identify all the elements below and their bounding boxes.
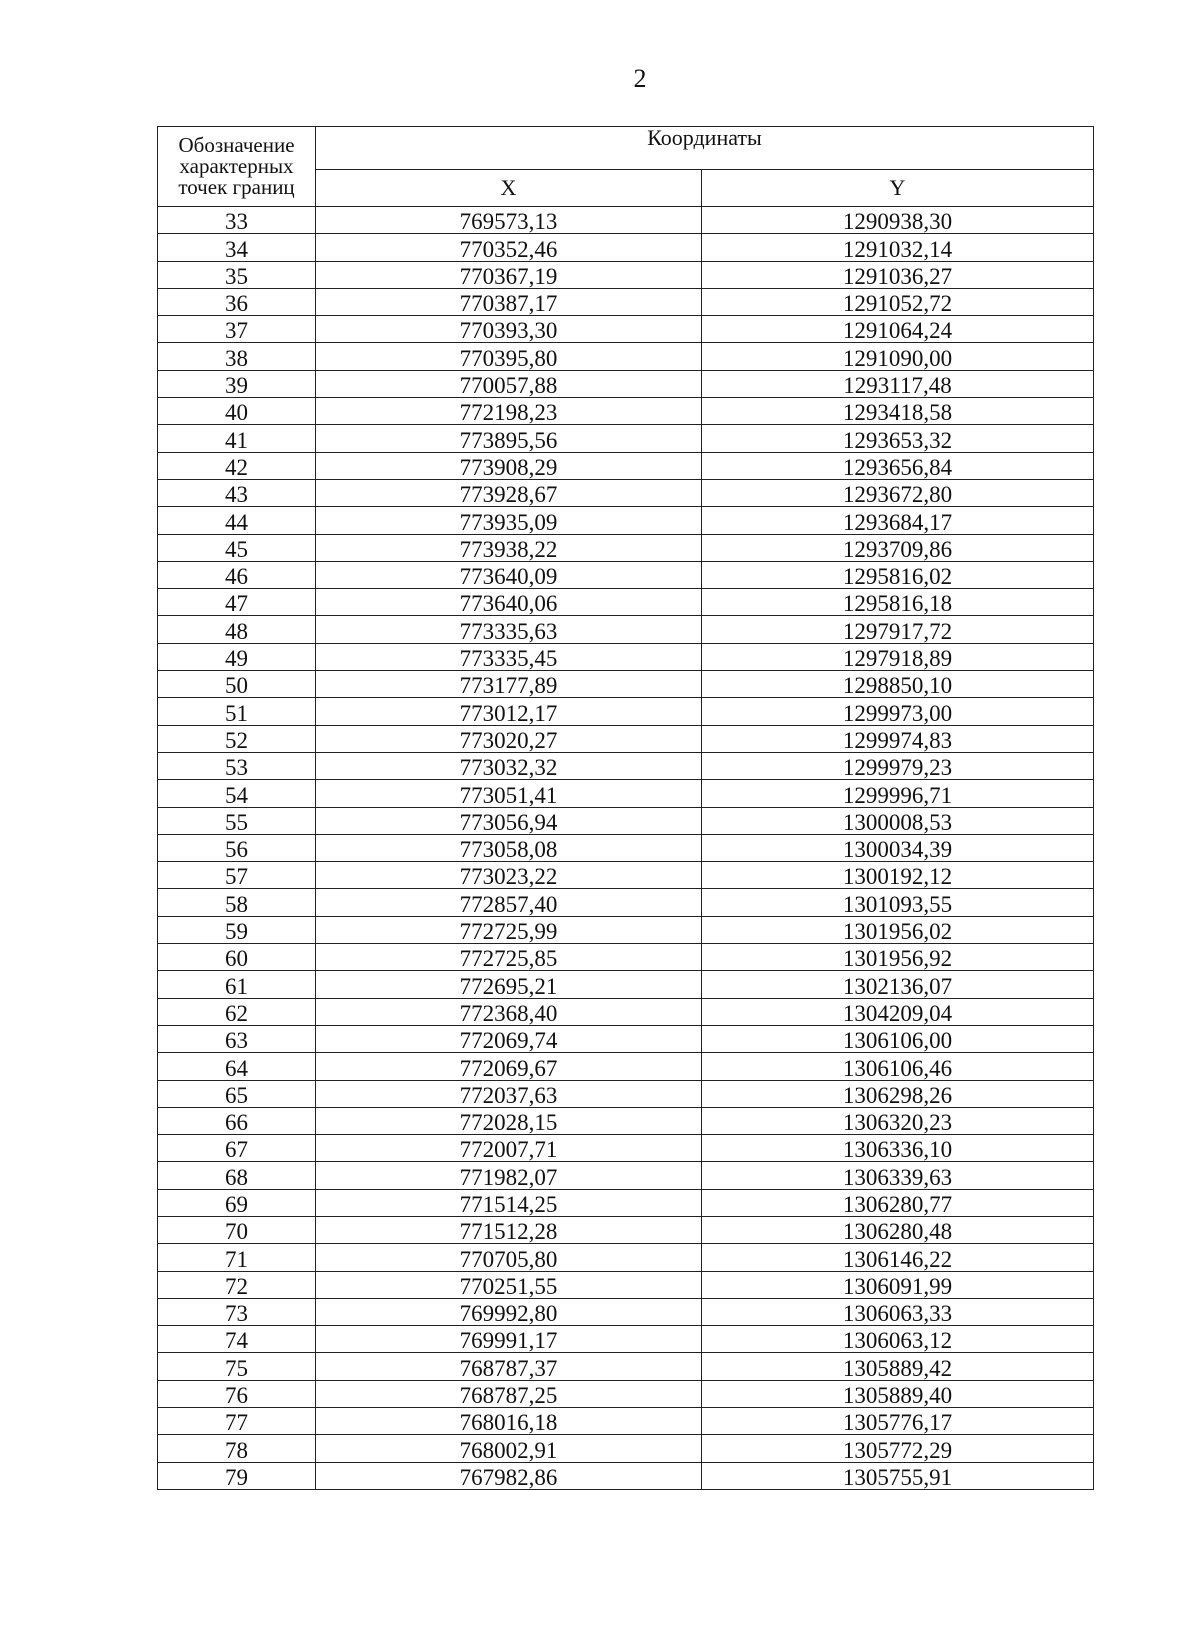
y-coordinate-cell: 1306063,12	[702, 1326, 1094, 1353]
point-cell: 78	[158, 1435, 316, 1462]
x-coordinate-cell: 773938,22	[316, 534, 702, 561]
x-coordinate-cell: 773023,22	[316, 862, 702, 889]
y-coordinate-cell: 1300192,12	[702, 862, 1094, 889]
table-row	[158, 1408, 1094, 1435]
x-coordinate-cell: 767982,86	[316, 1462, 702, 1489]
table-row	[158, 561, 1094, 588]
y-coordinate-cell: 1306336,10	[702, 1135, 1094, 1162]
y-coordinate-cell: 1306280,48	[702, 1216, 1094, 1243]
point-column-header: Обозначение характерных точек границ	[158, 127, 316, 207]
table-row	[158, 1271, 1094, 1298]
point-cell: 48	[158, 616, 316, 643]
x-coordinate-cell: 772198,23	[316, 398, 702, 425]
table-row	[158, 752, 1094, 779]
table-row	[158, 889, 1094, 916]
y-coordinate-cell: 1290938,30	[702, 207, 1094, 234]
x-coordinate-cell: 771512,28	[316, 1216, 702, 1243]
x-coordinate-cell: 772007,71	[316, 1135, 702, 1162]
x-coordinate-cell: 770705,80	[316, 1244, 702, 1271]
x-coordinate-cell: 773051,41	[316, 780, 702, 807]
point-cell: 79	[158, 1462, 316, 1489]
x-coordinate-cell: 773056,94	[316, 807, 702, 834]
y-coordinate-cell: 1300008,53	[702, 807, 1094, 834]
table-row	[158, 971, 1094, 998]
x-coordinate-cell: 770393,30	[316, 316, 702, 343]
x-coordinate-cell: 772857,40	[316, 889, 702, 916]
x-coordinate-cell: 768787,37	[316, 1353, 702, 1380]
table-row	[158, 1435, 1094, 1462]
point-cell: 40	[158, 398, 316, 425]
point-cell: 47	[158, 589, 316, 616]
x-coordinate-cell: 773640,06	[316, 589, 702, 616]
x-coordinate-cell: 773032,32	[316, 752, 702, 779]
table-row	[158, 1244, 1094, 1271]
table-row	[158, 1326, 1094, 1353]
point-cell: 58	[158, 889, 316, 916]
x-coordinate-cell: 769573,13	[316, 207, 702, 234]
point-cell: 72	[158, 1271, 316, 1298]
y-coordinate-cell: 1299973,00	[702, 698, 1094, 725]
x-coordinate-cell: 772695,21	[316, 971, 702, 998]
point-cell: 59	[158, 916, 316, 943]
point-cell: 60	[158, 944, 316, 971]
x-coordinate-cell: 773640,09	[316, 561, 702, 588]
x-coordinate-cell: 770251,55	[316, 1271, 702, 1298]
y-coordinate-cell: 1305889,40	[702, 1380, 1094, 1407]
x-coordinate-cell: 769991,17	[316, 1326, 702, 1353]
table-row	[158, 370, 1094, 397]
table-row	[158, 1189, 1094, 1216]
y-coordinate-cell: 1306063,33	[702, 1298, 1094, 1325]
table-row	[158, 398, 1094, 425]
point-cell: 53	[158, 752, 316, 779]
point-cell: 46	[158, 561, 316, 588]
y-column-header: Y	[702, 170, 1094, 207]
table-row	[158, 698, 1094, 725]
x-coordinate-cell: 769992,80	[316, 1298, 702, 1325]
point-cell: 41	[158, 425, 316, 452]
table-row	[158, 343, 1094, 370]
table-row	[158, 1162, 1094, 1189]
x-coordinate-cell: 770057,88	[316, 370, 702, 397]
x-coordinate-cell: 773335,45	[316, 643, 702, 670]
y-coordinate-cell: 1305755,91	[702, 1462, 1094, 1489]
point-cell: 64	[158, 1053, 316, 1080]
point-cell: 75	[158, 1353, 316, 1380]
x-coordinate-cell: 770395,80	[316, 343, 702, 370]
table-body	[158, 207, 1094, 1490]
table-row	[158, 616, 1094, 643]
table-row	[158, 261, 1094, 288]
table-row	[158, 862, 1094, 889]
y-coordinate-cell: 1305889,42	[702, 1353, 1094, 1380]
point-cell: 62	[158, 998, 316, 1025]
point-cell: 43	[158, 479, 316, 506]
table-row	[158, 316, 1094, 343]
x-coordinate-cell: 771982,07	[316, 1162, 702, 1189]
y-coordinate-cell: 1306280,77	[702, 1189, 1094, 1216]
x-coordinate-cell: 773020,27	[316, 725, 702, 752]
y-coordinate-cell: 1295816,02	[702, 561, 1094, 588]
table-row	[158, 1353, 1094, 1380]
point-cell: 77	[158, 1408, 316, 1435]
table-row	[158, 998, 1094, 1025]
point-cell: 76	[158, 1380, 316, 1407]
table-row	[158, 1135, 1094, 1162]
table-row	[158, 807, 1094, 834]
y-coordinate-cell: 1301093,55	[702, 889, 1094, 916]
x-coordinate-cell: 770367,19	[316, 261, 702, 288]
point-cell: 52	[158, 725, 316, 752]
y-coordinate-cell: 1293117,48	[702, 370, 1094, 397]
table-header	[158, 127, 1094, 207]
point-cell: 67	[158, 1135, 316, 1162]
y-coordinate-cell: 1293656,84	[702, 452, 1094, 479]
point-cell: 34	[158, 234, 316, 261]
y-coordinate-cell: 1293653,32	[702, 425, 1094, 452]
y-coordinate-cell: 1306106,00	[702, 1025, 1094, 1052]
y-coordinate-cell: 1306106,46	[702, 1053, 1094, 1080]
x-coordinate-cell: 773177,89	[316, 671, 702, 698]
table-row	[158, 1080, 1094, 1107]
page-number: 2	[633, 64, 647, 93]
table-row	[158, 643, 1094, 670]
x-coordinate-cell: 772069,67	[316, 1053, 702, 1080]
y-coordinate-cell: 1298850,10	[702, 671, 1094, 698]
table-row	[158, 1053, 1094, 1080]
x-column-header: X	[316, 170, 702, 207]
x-coordinate-cell: 768787,25	[316, 1380, 702, 1407]
table-row	[158, 425, 1094, 452]
y-coordinate-cell: 1305776,17	[702, 1408, 1094, 1435]
y-coordinate-cell: 1302136,07	[702, 971, 1094, 998]
y-coordinate-cell: 1305772,29	[702, 1435, 1094, 1462]
x-coordinate-cell: 772725,85	[316, 944, 702, 971]
point-cell: 63	[158, 1025, 316, 1052]
point-cell: 68	[158, 1162, 316, 1189]
table-row	[158, 452, 1094, 479]
table-row	[158, 507, 1094, 534]
y-coordinate-cell: 1297917,72	[702, 616, 1094, 643]
x-coordinate-cell: 772725,99	[316, 916, 702, 943]
point-cell: 61	[158, 971, 316, 998]
table-row	[158, 1216, 1094, 1243]
point-cell: 50	[158, 671, 316, 698]
point-cell: 49	[158, 643, 316, 670]
table-row	[158, 534, 1094, 561]
point-cell: 42	[158, 452, 316, 479]
table-row	[158, 780, 1094, 807]
point-cell: 33	[158, 207, 316, 234]
table-row	[158, 725, 1094, 752]
y-coordinate-cell: 1306339,63	[702, 1162, 1094, 1189]
table-row	[158, 1298, 1094, 1325]
y-coordinate-cell: 1293709,86	[702, 534, 1094, 561]
point-cell: 44	[158, 507, 316, 534]
table-row	[158, 834, 1094, 861]
table-row	[158, 1107, 1094, 1134]
x-coordinate-cell: 773935,09	[316, 507, 702, 534]
table-row	[158, 944, 1094, 971]
x-coordinate-cell: 771514,25	[316, 1189, 702, 1216]
point-cell: 37	[158, 316, 316, 343]
table-row	[158, 589, 1094, 616]
point-cell: 69	[158, 1189, 316, 1216]
point-cell: 71	[158, 1244, 316, 1271]
table-row	[158, 207, 1094, 234]
x-coordinate-cell: 773012,17	[316, 698, 702, 725]
x-coordinate-cell: 770352,46	[316, 234, 702, 261]
x-coordinate-cell: 773895,56	[316, 425, 702, 452]
x-coordinate-cell: 772368,40	[316, 998, 702, 1025]
boundary-points-table	[157, 126, 1094, 1490]
table-row	[158, 288, 1094, 315]
table-row	[158, 1380, 1094, 1407]
point-cell: 56	[158, 834, 316, 861]
point-cell: 36	[158, 288, 316, 315]
point-cell: 51	[158, 698, 316, 725]
y-coordinate-cell: 1291090,00	[702, 343, 1094, 370]
x-coordinate-cell: 770387,17	[316, 288, 702, 315]
point-cell: 70	[158, 1216, 316, 1243]
table-row	[158, 479, 1094, 506]
table-row	[158, 1462, 1094, 1489]
y-coordinate-cell: 1291032,14	[702, 234, 1094, 261]
y-coordinate-cell: 1299979,23	[702, 752, 1094, 779]
y-coordinate-cell: 1293684,17	[702, 507, 1094, 534]
y-coordinate-cell: 1299996,71	[702, 780, 1094, 807]
point-cell: 55	[158, 807, 316, 834]
y-coordinate-cell: 1297918,89	[702, 643, 1094, 670]
y-coordinate-cell: 1300034,39	[702, 834, 1094, 861]
x-coordinate-cell: 773908,29	[316, 452, 702, 479]
point-cell: 74	[158, 1326, 316, 1353]
point-cell: 57	[158, 862, 316, 889]
y-coordinate-cell: 1306298,26	[702, 1080, 1094, 1107]
x-coordinate-cell: 772028,15	[316, 1107, 702, 1134]
x-coordinate-cell: 772069,74	[316, 1025, 702, 1052]
point-cell: 66	[158, 1107, 316, 1134]
y-coordinate-cell: 1304209,04	[702, 998, 1094, 1025]
y-coordinate-cell: 1291052,72	[702, 288, 1094, 315]
point-cell: 45	[158, 534, 316, 561]
y-coordinate-cell: 1306320,23	[702, 1107, 1094, 1134]
y-coordinate-cell: 1291036,27	[702, 261, 1094, 288]
y-coordinate-cell: 1306146,22	[702, 1244, 1094, 1271]
x-coordinate-cell: 773058,08	[316, 834, 702, 861]
y-coordinate-cell: 1301956,02	[702, 916, 1094, 943]
y-coordinate-cell: 1293418,58	[702, 398, 1094, 425]
y-coordinate-cell: 1299974,83	[702, 725, 1094, 752]
coordinates-header: Координаты	[316, 127, 1094, 170]
y-coordinate-cell: 1293672,80	[702, 479, 1094, 506]
y-coordinate-cell: 1291064,24	[702, 316, 1094, 343]
point-cell: 54	[158, 780, 316, 807]
point-cell: 38	[158, 343, 316, 370]
point-cell: 73	[158, 1298, 316, 1325]
x-coordinate-cell: 773335,63	[316, 616, 702, 643]
y-coordinate-cell: 1306091,99	[702, 1271, 1094, 1298]
table-row	[158, 1025, 1094, 1052]
table-row	[158, 234, 1094, 261]
point-cell: 39	[158, 370, 316, 397]
point-cell: 65	[158, 1080, 316, 1107]
point-cell: 35	[158, 261, 316, 288]
x-coordinate-cell: 772037,63	[316, 1080, 702, 1107]
x-coordinate-cell: 768016,18	[316, 1408, 702, 1435]
table-row	[158, 916, 1094, 943]
x-coordinate-cell: 773928,67	[316, 479, 702, 506]
y-coordinate-cell: 1301956,92	[702, 944, 1094, 971]
table-row	[158, 671, 1094, 698]
y-coordinate-cell: 1295816,18	[702, 589, 1094, 616]
x-coordinate-cell: 768002,91	[316, 1435, 702, 1462]
